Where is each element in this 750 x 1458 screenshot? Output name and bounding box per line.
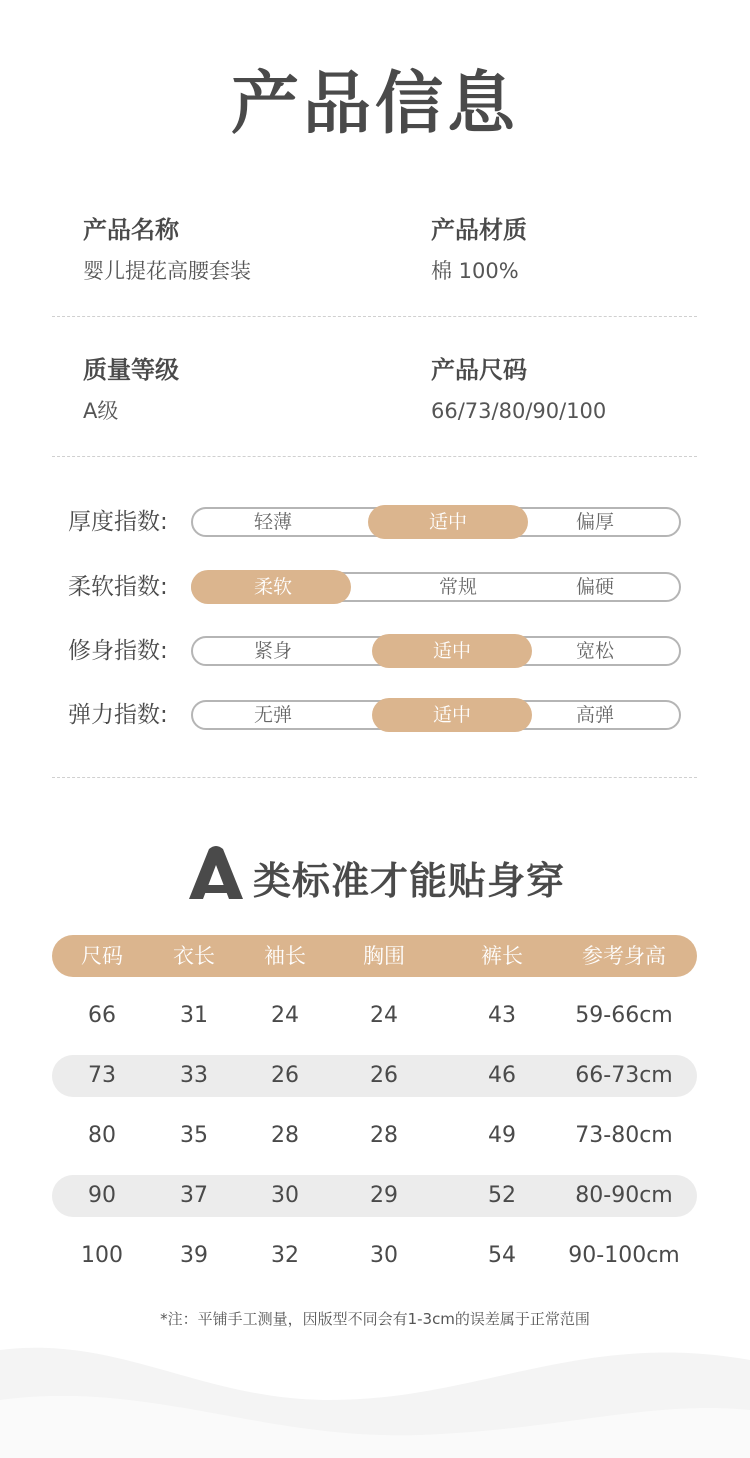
table-cell: 35 <box>180 1123 208 1148</box>
table-cell: 90 <box>88 1183 116 1208</box>
table-cell: 54 <box>488 1243 516 1268</box>
table-cell: 32 <box>271 1243 299 1268</box>
table-cell: 28 <box>271 1123 299 1148</box>
table-header-cell: 裤长 <box>481 944 523 968</box>
table-cell: 28 <box>370 1123 398 1148</box>
index-label: 弹力指数: <box>68 702 168 728</box>
index-option-selected: 适中 <box>432 704 471 726</box>
index-row-elasticity <box>68 700 682 730</box>
table-cell: 29 <box>370 1183 398 1208</box>
divider <box>52 777 697 778</box>
info-product-name <box>83 215 383 285</box>
table-row <box>52 1175 697 1217</box>
measurement-note: *注：平铺手工测量，因版型不同会有1-3cm的误差属于正常范围 <box>160 1310 590 1328</box>
index-option-selected: 适中 <box>428 511 467 533</box>
index-row-softness <box>68 572 682 602</box>
table-cell: 80 <box>88 1123 116 1148</box>
index-track <box>191 572 681 602</box>
a-grade-letter: A <box>184 845 187 846</box>
info-label: 产品尺码 <box>431 356 527 384</box>
table-cell: 43 <box>488 1003 516 1028</box>
info-value: A级 <box>83 399 119 423</box>
index-option: 宽松 <box>575 640 614 662</box>
table-cell: 46 <box>488 1063 516 1088</box>
index-row-fit <box>68 636 682 666</box>
table-cell: 24 <box>370 1003 398 1028</box>
table-cell: 30 <box>370 1243 398 1268</box>
table-row <box>52 995 697 1037</box>
table-header-cell: 胸围 <box>363 944 405 968</box>
divider <box>52 456 697 457</box>
table-cell: 26 <box>370 1063 398 1088</box>
index-option-selected: 柔软 <box>253 576 292 598</box>
table-row <box>52 1055 697 1097</box>
index-option: 偏厚 <box>575 511 614 533</box>
index-option-selected: 适中 <box>432 640 471 662</box>
index-label: 厚度指数: <box>68 509 168 535</box>
table-row <box>52 1115 697 1157</box>
table-header-cell: 尺码 <box>81 944 123 968</box>
table-cell: 59-66cm <box>575 1003 673 1028</box>
index-option: 紧身 <box>253 640 292 662</box>
table-cell: 73-80cm <box>575 1123 673 1148</box>
table-cell: 100 <box>81 1243 123 1268</box>
index-option: 轻薄 <box>253 511 292 533</box>
table-cell: 66-73cm <box>575 1063 673 1088</box>
table-cell: 80-90cm <box>575 1183 673 1208</box>
table-cell: 52 <box>488 1183 516 1208</box>
page-title: 产品信息 <box>230 65 519 144</box>
info-sizes <box>431 355 731 425</box>
table-cell: 33 <box>180 1063 208 1088</box>
info-value: 66/73/80/90/100 <box>431 399 607 423</box>
index-option: 偏硬 <box>575 576 614 598</box>
divider <box>52 316 697 317</box>
table-cell: 26 <box>271 1063 299 1088</box>
index-track <box>191 507 681 537</box>
index-track <box>191 636 681 666</box>
index-track <box>191 700 681 730</box>
index-option: 常规 <box>438 576 477 598</box>
a-grade-logo <box>185 845 247 910</box>
table-header-cell: 袖长 <box>264 944 306 968</box>
table-row <box>52 1235 697 1277</box>
bottom-wave-decoration <box>0 1340 750 1458</box>
index-option: 无弹 <box>253 704 292 726</box>
table-cell: 30 <box>271 1183 299 1208</box>
table-header-cell: 参考身高 <box>582 944 666 968</box>
info-material <box>431 215 731 285</box>
info-value: 婴儿提花高腰套装 <box>83 259 251 283</box>
index-label: 修身指数: <box>68 638 168 664</box>
size-table-header <box>52 935 697 977</box>
table-cell: 66 <box>88 1003 116 1028</box>
size-section-title-text: 类标准才能贴身穿 <box>252 859 565 903</box>
table-header-cell: 衣长 <box>173 944 215 968</box>
table-cell: 39 <box>180 1243 208 1268</box>
info-label: 产品材质 <box>431 216 527 244</box>
table-cell: 31 <box>180 1003 208 1028</box>
table-cell: 24 <box>271 1003 299 1028</box>
info-label: 质量等级 <box>83 356 179 384</box>
info-label: 产品名称 <box>83 216 179 244</box>
index-option: 高弹 <box>575 704 614 726</box>
index-row-thickness <box>68 507 682 537</box>
index-label: 柔软指数: <box>68 574 168 600</box>
size-section-title <box>0 845 750 910</box>
info-value: 棉 100% <box>431 259 519 283</box>
table-cell: 37 <box>180 1183 208 1208</box>
table-cell: 49 <box>488 1123 516 1148</box>
table-cell: 90-100cm <box>568 1243 680 1268</box>
table-cell: 73 <box>88 1063 116 1088</box>
info-quality-grade <box>83 355 383 425</box>
